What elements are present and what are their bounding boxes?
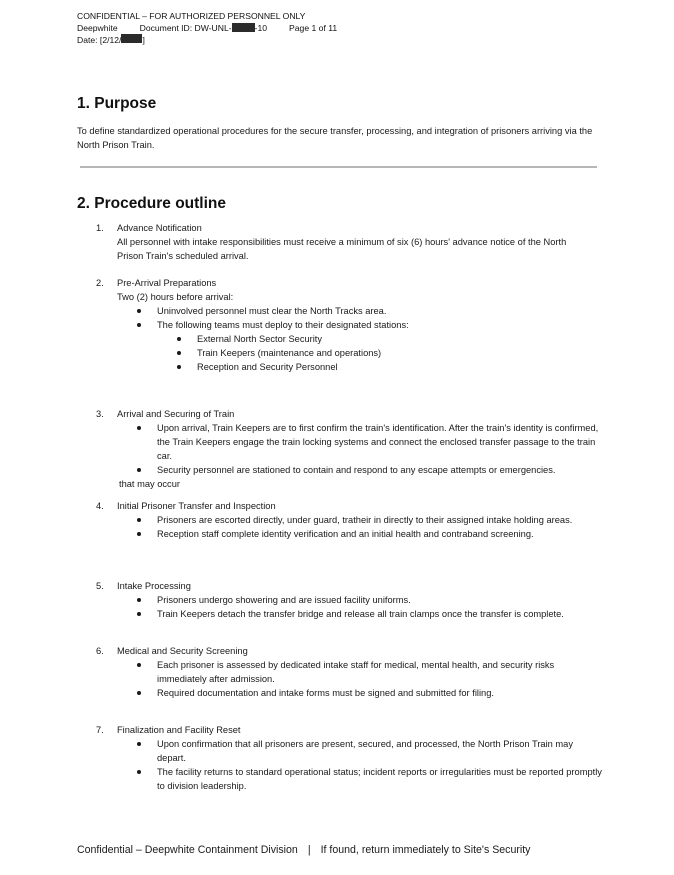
list-item-text: Train Keepers (maintenance and operations): [197, 348, 382, 358]
list-item-text: Each prisoner is assessed by dedicated intake staff for medical, mental health, and security risks immediately after admission.: [157, 660, 555, 684]
list-item-text: Prisoners are escorted directly, under guard, tratheir in directly to their assigned intake holding areas.: [157, 515, 573, 525]
step-heading: [96, 644, 616, 658]
step-title: Pre-Arrival Preparations: [117, 278, 217, 288]
list-item-text: Upon arrival, Train Keepers are to first confirm the train's identification. After the train's identity is confirmed, the Train Keepers engage the train locking systems and connect the enclosed transfer passage to the train car.: [157, 423, 599, 461]
procedure-step-4: [96, 499, 616, 541]
bullet-icon: [137, 770, 141, 774]
step-number: 7.: [96, 725, 104, 735]
redaction-bar: [232, 23, 255, 32]
bullet-icon: [137, 612, 141, 616]
bullet-icon: [137, 468, 141, 472]
bullet-icon: [177, 351, 181, 355]
procedure-step-2: [96, 276, 616, 374]
organization-name: Deepwhite: [77, 22, 118, 33]
list-item-text: External North Sector Security: [197, 334, 323, 344]
list-item-text: Reception staff complete identity verification and an initial health and contraband screening.: [157, 529, 534, 539]
list-item: [157, 421, 602, 463]
list-item: [157, 463, 602, 477]
list-item: [197, 360, 597, 374]
document-id: [140, 23, 267, 35]
step-title: Medical and Security Screening: [117, 646, 248, 656]
document-id-prefix: Document ID: DW-UNL-: [139, 22, 232, 33]
step-title: Arrival and Securing of Train: [117, 409, 235, 419]
bullet-list: [157, 593, 617, 621]
bullet-list: [157, 421, 602, 477]
list-item-text: Reception and Security Personnel: [197, 362, 338, 372]
bullet-icon: [177, 337, 181, 341]
list-item: [157, 304, 602, 318]
sub-bullet-list: [197, 332, 597, 374]
bullet-icon: [137, 323, 141, 327]
footer-return-notice: If found, return immediately to Site's Security: [320, 844, 531, 856]
bullet-icon: [137, 532, 141, 536]
step-number: 1.: [96, 223, 104, 233]
step-title: Advance Notification: [117, 223, 202, 233]
list-item: [197, 346, 597, 360]
list-item: [157, 765, 602, 793]
bullet-icon: [137, 309, 141, 313]
step-number: 3.: [96, 409, 104, 419]
section-heading-purpose: 1. Purpose: [77, 95, 157, 112]
section-heading-procedure: 2. Procedure outline: [77, 195, 227, 212]
step-title: Intake Processing: [117, 581, 191, 591]
bullet-icon: [177, 365, 181, 369]
list-item: [157, 737, 602, 765]
list-item-text: The following teams must deploy to their designated stations:: [157, 320, 409, 330]
procedure-step-6: [96, 644, 616, 700]
step-title: Finalization and Facility Reset: [117, 725, 241, 735]
redaction-bar: [121, 34, 142, 43]
bullet-icon: [137, 691, 141, 695]
step-heading: [96, 221, 616, 235]
bullet-icon: [137, 598, 141, 602]
bullet-list: [157, 658, 602, 700]
procedure-step-7: [96, 723, 616, 793]
purpose-paragraph: To define standardized operational procedures for the secure transfer, processing, and integration of prisoners arriving via the North Prison Train.: [77, 126, 593, 150]
step-body: Two (2) hours before arrival:: [117, 292, 234, 302]
list-item-text: Prisoners undergo showering and are issued facility uniforms.: [157, 595, 411, 605]
step-heading: [96, 407, 616, 421]
list-item: [157, 513, 602, 527]
step-heading: [96, 723, 616, 737]
footer-separator: |: [307, 844, 311, 856]
document-header: [77, 11, 337, 47]
bullet-list: [157, 304, 602, 332]
list-item: [157, 686, 602, 700]
step-number: 2.: [96, 278, 104, 288]
step-title: Initial Prisoner Transfer and Inspection: [117, 501, 276, 511]
bullet-list: [157, 513, 602, 541]
procedure-step-3: [96, 407, 616, 491]
list-item: [157, 658, 602, 686]
document-date: [77, 34, 337, 47]
procedure-step-5: [96, 579, 616, 621]
step-heading: [96, 276, 616, 290]
list-item: [157, 527, 602, 541]
date-suffix: ]: [142, 35, 145, 45]
step-heading: [96, 579, 616, 593]
step-number: 5.: [96, 581, 104, 591]
step-3-trailing-text: that may occur: [119, 479, 180, 489]
list-item: [157, 318, 602, 332]
list-item: [157, 607, 617, 621]
bullet-icon: [137, 742, 141, 746]
bullet-icon: [137, 426, 141, 430]
classification-banner: CONFIDENTIAL – FOR AUTHORIZED PERSONNEL ONLY: [77, 11, 306, 21]
document-meta-row: [77, 23, 337, 35]
bullet-list: [157, 737, 602, 793]
date-prefix: Date: [2/12/: [77, 35, 122, 45]
list-item: [197, 332, 597, 346]
bullet-icon: [137, 663, 141, 667]
list-item-text: Security personnel are stationed to contain and respond to any escape attempts or emergencies.: [157, 465, 556, 475]
section-divider: [80, 166, 597, 168]
step-body: All personnel with intake responsibilities must receive a minimum of six (6) hours' advance notice of the North Prison Train's scheduled arrival.: [117, 237, 567, 261]
page-indicator: Page 1 of 11: [289, 22, 338, 33]
document-footer: [77, 844, 530, 856]
list-item: [157, 593, 617, 607]
list-item-text: Upon confirmation that all prisoners are present, secured, and processed, the North Prison Train may depart.: [157, 739, 573, 763]
step-number: 6.: [96, 646, 104, 656]
bullet-icon: [137, 518, 141, 522]
list-item-text: Train Keepers detach the transfer bridge and release all train clamps once the transfer is complete.: [157, 609, 564, 619]
list-item-text: Required documentation and intake forms must be signed and submitted for filing.: [157, 688, 494, 698]
list-item-text: The facility returns to standard operational status; incident reports or irregularities must be reported promptly to division leadership.: [157, 767, 602, 791]
procedure-step-1: [96, 221, 616, 263]
list-item-text: Uninvolved personnel must clear the North Tracks area.: [157, 306, 387, 316]
step-number: 4.: [96, 501, 104, 511]
footer-confidential-notice: Confidential – Deepwhite Containment Division: [77, 844, 298, 856]
step-heading: [96, 499, 616, 513]
document-id-suffix: -10: [254, 22, 268, 33]
